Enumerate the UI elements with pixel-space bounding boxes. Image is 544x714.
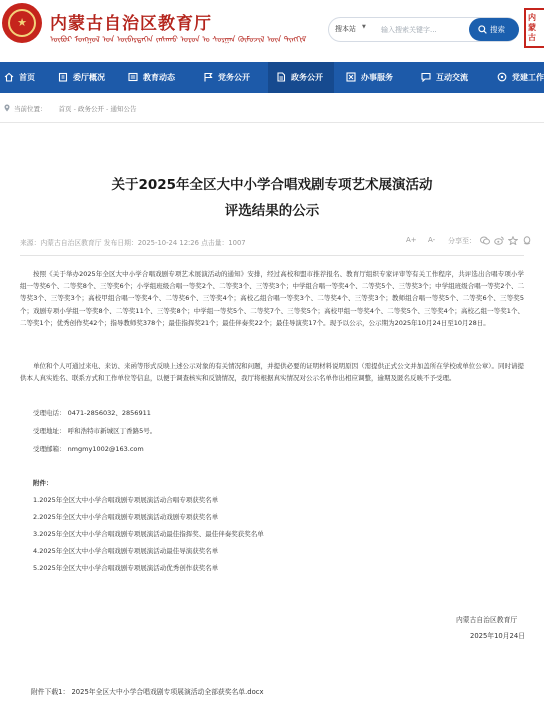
breadcrumb-prefix: 当前位置： [14,105,47,113]
emblem-logo[interactable] [2,3,42,43]
flag-icon [203,72,213,82]
breadcrumb-home-link[interactable]: 首页 [58,105,72,113]
attachment-link[interactable]: 5.2025年全区大中小学合唱戏剧专项展演活动优秀创作获奖名单 [33,564,219,572]
nav-item-overview[interactable] [58,62,124,93]
emblem-star-icon: ★ [17,16,27,29]
signature-issuer: 内蒙古自治区教育厅 [456,616,518,624]
contact-email: 受理邮箱： nmgmy1002@163.com [33,445,144,453]
download-label: 附件下载1： [31,688,70,696]
nav-label: 首页 [19,73,35,82]
nav-item-home[interactable] [4,62,62,93]
nav-label: 办事服务 [361,73,393,82]
nav-label: 教育动态 [143,73,175,82]
nav-label: 政务公开 [291,73,323,82]
nav-item-interaction[interactable] [421,62,487,93]
breadcrumb-trail [14,104,136,113]
font-increase-button[interactable]: A+ [406,236,417,244]
location-pin-icon [4,104,10,112]
attachments-heading: 附件： [33,479,53,487]
party-icon [497,72,507,82]
weibo-share-icon[interactable] [494,236,504,245]
article-meta: 来源：内蒙古自治区教育厅 发布日期：2025-10-24 12:26 点击量：1007 [20,239,246,247]
signature-date: 2025年10月24日 [470,632,525,640]
search-scope-select[interactable]: 搜本站 [335,25,356,33]
breadcrumb-notices-link[interactable]: 通知公告 [110,105,137,113]
article-title-line2: 评选结果的公示 [224,203,320,219]
nav-label: 互动交流 [436,73,468,82]
site-header [0,0,544,62]
download-file-link[interactable]: 2025年全区大中小学合唱戏剧专项展演活动全部获奖名单.docx [71,688,264,696]
news-icon [128,72,138,82]
home-icon [4,72,14,82]
search-button-label: 搜索 [490,25,505,34]
nav-item-services[interactable] [346,62,412,93]
meta-divider [20,255,524,256]
nav-item-party-affairs[interactable] [203,62,269,93]
breadcrumb [0,93,544,123]
nav-label: 党建工作 [512,73,544,82]
building-icon [58,72,68,82]
attachment-link[interactable]: 1.2025年全区大中小学合唱戏剧专项展演活动合唱专项获奖名单 [33,496,219,504]
seal-stamp: 内 蒙 古 [524,8,544,48]
nav-label: 委厅概况 [73,73,105,82]
font-decrease-button[interactable]: A- [428,236,436,244]
nav-label: 党务公开 [218,73,250,82]
main-nav [0,62,544,93]
contact-phone: 受理电话： 0471-2856032、2856911 [33,409,151,417]
article-paragraph-1: 按照《关于举办2025年全区大中小学合唱戏剧专项艺术展演活动的通知》安排，经过高校和盟市推荐报名、教育厅组织专家评审等有关工作程序，共评选出合唱专项小学组一等奖6个、二等奖8个、三等奖6个；小学组班级合唱一等奖2个、二等奖3个、三等奖3个；中学组合唱一等奖4个、二等奖5个、三等奖3个；中学组班级合唱一等奖2个、二等奖3个、三等奖3个；高校甲组合唱一等奖4个、二等奖6个、三等奖4个；高校乙组合唱一等奖3个、二等奖4个、三等奖3个；教师组合唱一等奖5个、二等奖6个、三等奖5个；戏剧专项小学组一等奖8个、二等奖11个、三等奖8个；中学组一等奖5个、二等奖7个、三等奖5个；高校甲组一等奖4个、二等奖5个、三等奖4个；高校乙组一等奖1个、二等奖1个；优秀创作奖42个；指导教师奖378个；最佳指挥奖21个；最佳伴奏奖22个；最佳导演奖17个。现予以公示，公示期为2025年10月24日至10月28日。 [20,270,524,327]
nav-item-news[interactable] [128,62,194,93]
emblem-ring [8,9,36,37]
search-box [328,17,519,42]
qq-share-icon[interactable] [522,236,532,245]
breadcrumb-separator: - [103,105,111,113]
attachment-link[interactable]: 3.2025年全区大中小学合唱戏剧专项展演活动最佳指挥奖、最佳伴奏奖获奖名单 [33,530,264,538]
site-subtitle-mongolian: ᠥᠪᠦᠷ ᠮᠣᠩᠭᠣᠯ ᠤᠨ ᠥᠪᠡᠷᠲᠡᠭᠡᠨ ᠵᠠᠰᠠᠬᠤ ᠣᠷᠣᠨ ᠤ ᠰᠤᠷᠭᠠᠨ ᠬᠦᠮᠦᠵᠢᠯ ᠦᠨ ᠲᠢᠩᠬᠢᠮ [50,35,307,44]
article-title-line1: 关于2025年全区大中小学合唱戏剧专项艺术展演活动 [111,177,433,193]
site-title[interactable]: 内蒙古自治区教育厅 [50,14,212,34]
search-icon [478,25,487,34]
attachment-link[interactable]: 2.2025年全区大中小学合唱戏剧专项展演活动戏剧专项获奖名单 [33,513,219,521]
download-row [31,686,264,696]
share-label: 分享至： [448,237,476,245]
article-paragraph-2: 单位和个人可通过来电、来访、来函等形式反映上述公示对象的有关情况和问题，并提供必要的证明材料说明原因（需提供正式公文并加盖所在学校或单位公章）。同时请提供本人真实姓名、联系方式和工作单位等信息，以便于调查核实和反馈情况，我厅将根据真实情况对公示名单作出相应调整，逾期及匿名反映不予受理。 [20,362,524,383]
service-icon [346,72,356,82]
qzone-share-icon[interactable] [508,236,518,245]
nav-item-government-affairs[interactable] [268,62,334,93]
caret-down-icon[interactable]: ▼ [362,24,366,30]
document-icon [276,72,286,82]
contact-address: 受理地址： 呼和浩特市新城区丁香路5号。 [33,427,157,435]
breadcrumb-gov-affairs-link[interactable]: 政务公开 [77,105,104,113]
breadcrumb-separator: - [71,105,78,113]
chat-icon [421,72,431,82]
search-button[interactable] [469,18,519,41]
wechat-share-icon[interactable] [480,236,490,245]
nav-item-party-building[interactable] [497,62,544,93]
search-input[interactable] [381,22,465,37]
attachment-link[interactable]: 4.2025年全区大中小学合唱戏剧专项展演活动最佳导演获奖名单 [33,547,219,555]
